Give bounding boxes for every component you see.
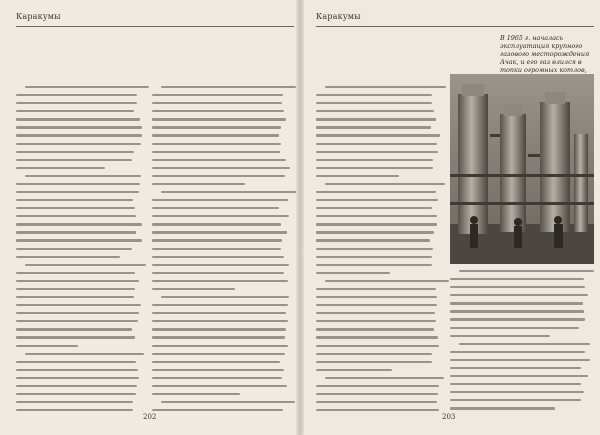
text-line xyxy=(450,302,583,304)
text-line xyxy=(316,126,431,128)
text-line xyxy=(25,264,146,266)
text-line xyxy=(316,151,438,153)
text-line xyxy=(152,353,285,355)
text-line xyxy=(152,312,286,314)
text-line xyxy=(316,312,435,314)
text-line xyxy=(316,159,433,161)
text-line xyxy=(325,183,445,185)
text-line xyxy=(25,86,149,88)
text-line xyxy=(316,256,432,258)
text-line xyxy=(450,335,550,337)
text-line xyxy=(152,336,285,338)
text-line xyxy=(16,328,132,330)
text-line xyxy=(152,272,284,274)
right-column-2 xyxy=(450,270,590,415)
text-line xyxy=(152,94,283,96)
text-line xyxy=(152,377,282,379)
page-number-left: 202 xyxy=(143,413,157,421)
text-line xyxy=(16,223,142,225)
text-line xyxy=(161,191,296,193)
text-line xyxy=(316,264,432,266)
text-line xyxy=(16,159,132,161)
right-column-1 xyxy=(316,86,440,417)
text-line xyxy=(450,407,555,409)
text-line xyxy=(152,288,235,290)
text-line xyxy=(16,369,138,371)
text-line xyxy=(450,318,585,320)
text-line xyxy=(152,264,289,266)
text-line xyxy=(16,296,134,298)
header-rule-right xyxy=(316,26,594,27)
text-line xyxy=(16,102,137,104)
text-line xyxy=(161,296,289,298)
left-column-2 xyxy=(152,86,290,417)
text-line xyxy=(450,310,584,312)
text-line xyxy=(152,256,284,258)
text-line xyxy=(152,151,280,153)
text-line xyxy=(325,280,449,282)
text-line xyxy=(316,215,437,217)
text-line xyxy=(450,294,588,296)
text-line xyxy=(152,143,281,145)
text-line xyxy=(161,401,295,403)
text-line xyxy=(316,248,433,250)
text-line xyxy=(16,377,139,379)
text-line xyxy=(161,86,296,88)
text-line xyxy=(16,256,120,258)
text-line xyxy=(316,304,437,306)
text-line xyxy=(16,272,135,274)
text-line xyxy=(16,304,141,306)
text-line xyxy=(316,272,390,274)
text-line xyxy=(459,270,594,272)
text-line xyxy=(316,134,440,136)
text-line xyxy=(16,248,132,250)
text-line xyxy=(25,353,144,355)
text-line xyxy=(325,377,444,379)
text-line xyxy=(152,304,288,306)
text-line xyxy=(450,286,585,288)
text-line xyxy=(152,223,281,225)
text-line xyxy=(152,328,286,330)
text-line xyxy=(316,361,432,363)
text-line xyxy=(316,110,434,112)
text-line xyxy=(450,399,581,401)
text-line xyxy=(16,183,140,185)
text-line xyxy=(316,175,399,177)
text-line xyxy=(25,175,141,177)
text-line xyxy=(16,280,139,282)
text-line xyxy=(152,199,288,201)
text-line xyxy=(16,134,142,136)
text-line xyxy=(316,336,438,338)
text-line xyxy=(450,327,579,329)
photo-gas-plant xyxy=(450,74,594,264)
text-line xyxy=(16,167,105,169)
text-line xyxy=(450,359,590,361)
header-rule-left xyxy=(16,26,294,27)
text-line xyxy=(450,367,581,369)
photo-gas-plant-illustration xyxy=(450,74,594,264)
text-line xyxy=(16,401,133,403)
text-line xyxy=(316,167,433,169)
text-line xyxy=(316,353,432,355)
text-line xyxy=(152,167,290,169)
text-line xyxy=(152,215,289,217)
text-line xyxy=(152,361,280,363)
text-line xyxy=(152,248,281,250)
text-line xyxy=(316,118,436,120)
photo-caption-text: В 1965 г. началась эксплуатация крупного газового месторождения Ачак, и его газ влился в топки огромных котлов, xyxy=(500,34,590,74)
text-line xyxy=(16,312,139,314)
text-line xyxy=(316,239,430,241)
right-page xyxy=(300,0,600,435)
text-line xyxy=(316,207,432,209)
text-line xyxy=(16,94,137,96)
text-line xyxy=(316,231,434,233)
book-gutter xyxy=(296,0,304,435)
text-line xyxy=(16,239,142,241)
text-line xyxy=(16,191,139,193)
text-line xyxy=(152,183,245,185)
text-line xyxy=(152,102,282,104)
text-line xyxy=(152,280,288,282)
text-line xyxy=(459,343,590,345)
text-line xyxy=(16,207,135,209)
text-line xyxy=(316,102,432,104)
text-line xyxy=(316,345,439,347)
text-line xyxy=(16,151,134,153)
text-line xyxy=(152,320,288,322)
text-line xyxy=(152,239,282,241)
text-line xyxy=(16,393,136,395)
text-line xyxy=(316,199,438,201)
text-line xyxy=(316,409,439,411)
text-line xyxy=(16,126,142,128)
text-line xyxy=(316,143,437,145)
text-line xyxy=(450,278,584,280)
text-line xyxy=(16,143,141,145)
text-line xyxy=(316,401,437,403)
text-line xyxy=(16,199,133,201)
text-line xyxy=(316,393,438,395)
left-column-1 xyxy=(16,86,142,417)
text-line xyxy=(152,134,279,136)
text-line xyxy=(152,207,279,209)
text-line xyxy=(16,385,137,387)
text-line xyxy=(450,391,584,393)
text-line xyxy=(16,320,138,322)
text-line xyxy=(450,375,588,377)
text-line xyxy=(316,328,434,330)
text-line xyxy=(152,409,283,411)
text-line xyxy=(152,110,284,112)
text-line xyxy=(16,110,134,112)
text-line xyxy=(16,215,136,217)
text-line xyxy=(316,94,432,96)
text-line xyxy=(152,393,240,395)
text-line xyxy=(152,126,281,128)
text-line xyxy=(316,369,392,371)
text-line xyxy=(152,369,284,371)
text-line xyxy=(16,288,135,290)
text-line xyxy=(450,351,585,353)
text-line xyxy=(316,288,436,290)
text-line xyxy=(152,175,285,177)
text-line xyxy=(450,383,581,385)
running-head-right: Каракумы xyxy=(316,12,361,21)
text-line xyxy=(152,345,288,347)
text-line xyxy=(16,231,136,233)
text-line xyxy=(16,118,140,120)
text-line xyxy=(316,385,439,387)
text-line xyxy=(316,296,437,298)
text-line xyxy=(152,231,287,233)
text-line xyxy=(16,345,78,347)
text-line xyxy=(16,361,136,363)
text-line xyxy=(316,223,437,225)
text-line xyxy=(316,320,436,322)
text-line xyxy=(152,159,286,161)
text-line xyxy=(325,86,446,88)
text-line xyxy=(16,336,135,338)
running-head-left: Каракумы xyxy=(16,12,61,21)
text-line xyxy=(16,409,133,411)
text-line xyxy=(152,118,286,120)
page-number-right: 203 xyxy=(442,413,456,421)
text-line xyxy=(152,385,287,387)
text-line xyxy=(316,191,436,193)
